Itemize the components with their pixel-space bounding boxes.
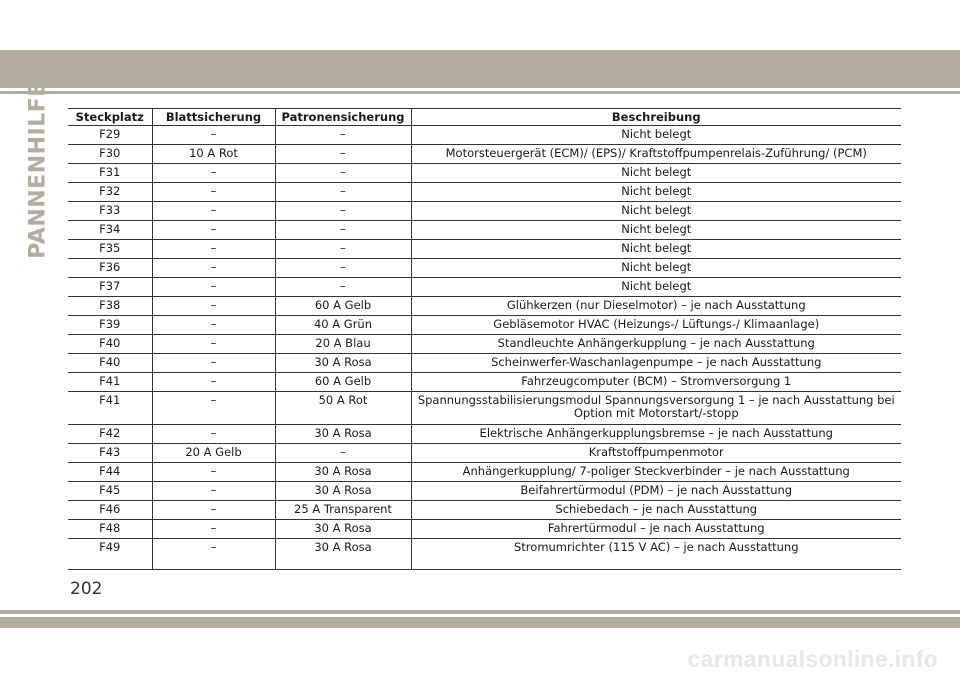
description-cell: Standleuchte Anhängerkupplung – je nach Ausstattung — [411, 335, 901, 354]
cartridge-fuse-cell: – — [275, 183, 411, 202]
table-row — [68, 392, 901, 425]
cartridge-fuse-cell: 40 A Grün — [275, 316, 411, 335]
description-cell: Anhängerkupplung/ 7-poliger Steckverbinder – je nach Ausstattung — [411, 463, 901, 482]
slot-cell: F42 — [68, 425, 152, 444]
description-cell: Nicht belegt — [411, 202, 901, 221]
slot-cell: F35 — [68, 240, 152, 259]
slot-cell: F40 — [68, 354, 152, 373]
table-row — [68, 278, 901, 297]
description-cell: Nicht belegt — [411, 164, 901, 183]
table-row — [68, 297, 901, 316]
slot-cell: F34 — [68, 221, 152, 240]
table-row — [68, 539, 901, 570]
blade-fuse-cell: – — [152, 221, 275, 240]
cartridge-fuse-cell: – — [275, 240, 411, 259]
cartridge-fuse-cell: – — [275, 164, 411, 183]
cartridge-fuse-cell: 50 A Rot — [275, 392, 411, 425]
slot-cell: F37 — [68, 278, 152, 297]
blade-fuse-cell: – — [152, 482, 275, 501]
top-header-rule — [0, 91, 960, 94]
cartridge-fuse-cell: 30 A Rosa — [275, 539, 411, 570]
header-blade-fuse: Blattsicherung — [152, 109, 275, 126]
cartridge-fuse-cell: 60 A Gelb — [275, 297, 411, 316]
description-cell: Kraftstoffpumpenmotor — [411, 444, 901, 463]
table-row — [68, 482, 901, 501]
cartridge-fuse-cell: – — [275, 145, 411, 164]
blade-fuse-cell: – — [152, 520, 275, 539]
bottom-rule — [0, 610, 960, 614]
description-cell: Glühkerzen (nur Dieselmotor) – je nach Ausstattung — [411, 297, 901, 316]
bottom-band — [0, 617, 960, 628]
cartridge-fuse-cell: – — [275, 202, 411, 221]
table-row — [68, 520, 901, 539]
description-cell: Motorsteuergerät (ECM)/ (EPS)/ Kraftstoffpumpenrelais-Zuführung/ (PCM) — [411, 145, 901, 164]
table-row — [68, 126, 901, 145]
cartridge-fuse-cell: – — [275, 126, 411, 145]
slot-cell: F33 — [68, 202, 152, 221]
slot-cell: F43 — [68, 444, 152, 463]
fuse-table-container — [68, 108, 901, 570]
blade-fuse-cell: – — [152, 259, 275, 278]
table-row — [68, 425, 901, 444]
description-cell: Elektrische Anhängerkupplungsbremse – je nach Ausstattung — [411, 425, 901, 444]
slot-cell: F41 — [68, 373, 152, 392]
description-cell: Nicht belegt — [411, 183, 901, 202]
description-cell: Scheinwerfer-Waschanlagenpumpe – je nach Ausstattung — [411, 354, 901, 373]
table-row — [68, 221, 901, 240]
watermark-text: carmanualsonline.info — [687, 646, 938, 672]
cartridge-fuse-cell: 30 A Rosa — [275, 482, 411, 501]
description-cell: Nicht belegt — [411, 240, 901, 259]
slot-cell: F45 — [68, 482, 152, 501]
header-description: Beschreibung — [411, 109, 901, 126]
description-cell: Gebläsemotor HVAC (Heizungs-/ Lüftungs-/ Klimaanlage) — [411, 316, 901, 335]
blade-fuse-cell: – — [152, 126, 275, 145]
table-row — [68, 145, 901, 164]
blade-fuse-cell: – — [152, 278, 275, 297]
cartridge-fuse-cell: – — [275, 278, 411, 297]
description-cell: Nicht belegt — [411, 278, 901, 297]
table-row — [68, 202, 901, 221]
section-side-tab — [17, 81, 59, 259]
slot-cell: F31 — [68, 164, 152, 183]
description-cell: Beifahrertürmodul (PDM) – je nach Ausstattung — [411, 482, 901, 501]
blade-fuse-cell: – — [152, 240, 275, 259]
table-row — [68, 316, 901, 335]
blade-fuse-cell: 20 A Gelb — [152, 444, 275, 463]
blade-fuse-cell: – — [152, 202, 275, 221]
description-cell: Stromumrichter (115 V AC) – je nach Ausstattung — [411, 539, 901, 570]
table-row — [68, 444, 901, 463]
slot-cell: F32 — [68, 183, 152, 202]
slot-cell: F38 — [68, 297, 152, 316]
cartridge-fuse-cell: – — [275, 221, 411, 240]
blade-fuse-cell: – — [152, 539, 275, 570]
blade-fuse-cell: – — [152, 373, 275, 392]
blade-fuse-cell: – — [152, 164, 275, 183]
blade-fuse-cell: – — [152, 463, 275, 482]
cartridge-fuse-cell: 30 A Rosa — [275, 520, 411, 539]
cartridge-fuse-cell: 30 A Rosa — [275, 425, 411, 444]
header-slot: Steckplatz — [68, 109, 152, 126]
table-row — [68, 183, 901, 202]
slot-cell: F39 — [68, 316, 152, 335]
table-row — [68, 354, 901, 373]
slot-cell: F40 — [68, 335, 152, 354]
slot-cell: F36 — [68, 259, 152, 278]
header-cartridge-fuse: Patronensicherung — [275, 109, 411, 126]
section-title: PANNENHILFE — [25, 81, 51, 259]
blade-fuse-cell: – — [152, 183, 275, 202]
cartridge-fuse-cell: – — [275, 259, 411, 278]
blade-fuse-cell: – — [152, 316, 275, 335]
slot-cell: F46 — [68, 501, 152, 520]
table-row — [68, 259, 901, 278]
table-row — [68, 335, 901, 354]
fuse-table — [68, 108, 901, 570]
blade-fuse-cell: 10 A Rot — [152, 145, 275, 164]
cartridge-fuse-cell: 30 A Rosa — [275, 354, 411, 373]
table-row — [68, 164, 901, 183]
cartridge-fuse-cell: 20 A Blau — [275, 335, 411, 354]
cartridge-fuse-cell: – — [275, 444, 411, 463]
slot-cell: F29 — [68, 126, 152, 145]
slot-cell: F44 — [68, 463, 152, 482]
top-header-band — [0, 50, 960, 88]
description-cell: Nicht belegt — [411, 126, 901, 145]
cartridge-fuse-cell: 25 A Transparent — [275, 501, 411, 520]
page-number: 202 — [70, 579, 103, 599]
slot-cell: F30 — [68, 145, 152, 164]
table-row — [68, 501, 901, 520]
blade-fuse-cell: – — [152, 297, 275, 316]
description-cell: Fahrzeugcomputer (BCM) – Stromversorgung 1 — [411, 373, 901, 392]
description-cell: Spannungsstabilisierungsmodul Spannungsversorgung 1 – je nach Ausstattung bei Option mit Motorstart/-stopp — [411, 392, 901, 425]
table-row — [68, 463, 901, 482]
slot-cell: F41 — [68, 392, 152, 425]
blade-fuse-cell: – — [152, 501, 275, 520]
description-cell: Nicht belegt — [411, 259, 901, 278]
blade-fuse-cell: – — [152, 335, 275, 354]
description-cell: Nicht belegt — [411, 221, 901, 240]
blade-fuse-cell: – — [152, 425, 275, 444]
slot-cell: F49 — [99, 540, 121, 554]
cartridge-fuse-cell: 30 A Rosa — [275, 463, 411, 482]
description-cell: Fahrertürmodul – je nach Ausstattung — [411, 520, 901, 539]
table-header-row — [68, 109, 901, 126]
description-cell: Schiebedach – je nach Ausstattung — [411, 501, 901, 520]
slot-cell: F48 — [68, 520, 152, 539]
table-row — [68, 240, 901, 259]
cartridge-fuse-cell: 60 A Gelb — [275, 373, 411, 392]
table-row — [68, 373, 901, 392]
blade-fuse-cell: – — [152, 392, 275, 425]
blade-fuse-cell: – — [152, 354, 275, 373]
